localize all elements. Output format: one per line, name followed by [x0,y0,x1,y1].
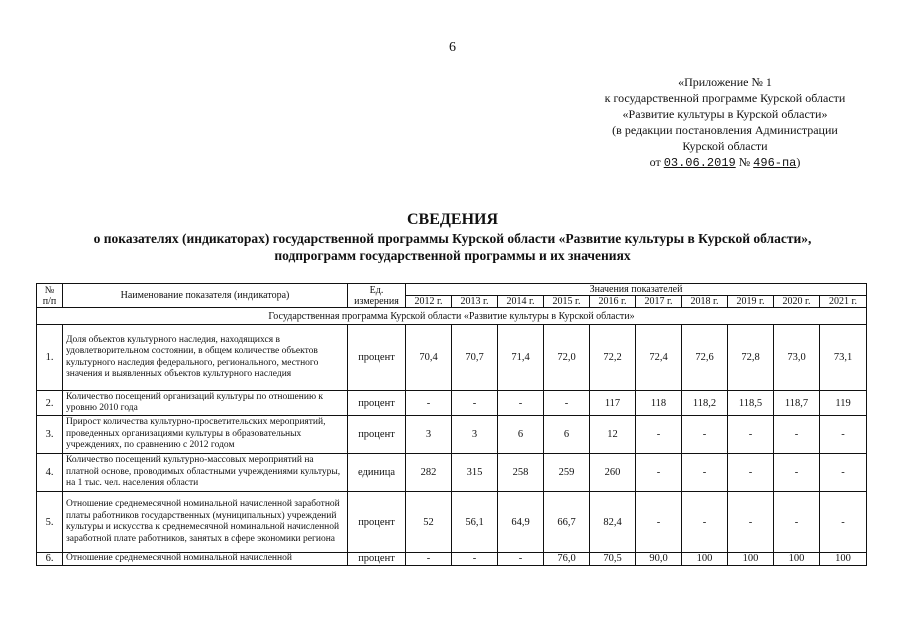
row-value: 3 [406,416,452,454]
row-value: 118,2 [682,391,728,416]
row-value: 12 [590,416,636,454]
header-year: 2021 г. [820,296,867,308]
decree-date: 03.06.2019 [663,156,736,170]
row-value: 82,4 [590,492,636,553]
row-unit: единица [348,454,406,492]
row-value: - [820,416,867,454]
row-value: 258 [498,454,544,492]
table-row [37,454,867,492]
row-value: - [406,553,452,566]
header-year: 2020 г. [774,296,820,308]
closing-paren: ) [796,155,801,169]
row-value: - [820,454,867,492]
row-value: 282 [406,454,452,492]
row-indicator-name: Доля объектов культурного наследия, находящихся в удовлетворительном состоянии, в общем количестве объектов культурного наследия федерального, регионального, местного значения и выявленных объектов культурного наследия [63,325,348,391]
header-year: 2016 г. [590,296,636,308]
row-indicator-name: Количество посещений организаций культуры по отношению к уровню 2010 года [63,391,348,416]
row-indicator-name: Отношение среднемесячной номинальной начисленной [63,553,348,566]
row-value: - [728,492,774,553]
header-year: 2013 г. [452,296,498,308]
row-value: - [636,492,682,553]
appendix-line-3: «Развитие культуры в Курской области» [622,107,828,121]
row-unit: процент [348,416,406,454]
row-value: 118,7 [774,391,820,416]
header-year: 2015 г. [544,296,590,308]
row-value: 73,1 [820,325,867,391]
header-year: 2017 г. [636,296,682,308]
row-value: - [682,454,728,492]
row-value: 72,4 [636,325,682,391]
header-year: 2018 г. [682,296,728,308]
row-unit: процент [348,492,406,553]
row-value: 72,2 [590,325,636,391]
row-value: 72,8 [728,325,774,391]
row-value: 66,7 [544,492,590,553]
row-value: 119 [820,391,867,416]
row-unit: процент [348,325,406,391]
row-indicator-name: Отношение среднемесячной номинальной начисленной заработной платы работников государственных (муниципальных) учреждений культуры и искусства к среднемесячной номинальной начисленной заработной плате работников, занятых в сфере экономики региона [63,492,348,553]
row-number: 1. [37,325,63,391]
row-value: - [498,391,544,416]
row-value: - [544,391,590,416]
row-value: 100 [682,553,728,566]
row-value: 118 [636,391,682,416]
row-value: 73,0 [774,325,820,391]
row-value: - [452,553,498,566]
header-num: № п/п [37,284,63,308]
header-year: 2012 г. [406,296,452,308]
section-row: Государственная программа Курской области «Развитие культуры в Курской области» [37,308,867,325]
row-value: - [406,391,452,416]
row-value: - [774,454,820,492]
appendix-line-4: (в редакции постановления Администрации [612,123,838,137]
row-value: 72,0 [544,325,590,391]
appendix-line-5: Курской области [682,139,768,153]
table-row [37,391,867,416]
page-number: 6 [449,40,456,55]
row-value: 6 [544,416,590,454]
appendix-line-2: к государственной программе Курской области [604,91,846,105]
row-value: 72,6 [682,325,728,391]
row-value: 70,7 [452,325,498,391]
row-value: 6 [498,416,544,454]
row-value: 76,0 [544,553,590,566]
row-value: - [774,492,820,553]
row-value: 64,9 [498,492,544,553]
row-value: - [498,553,544,566]
row-value: - [682,492,728,553]
row-value: 117 [590,391,636,416]
row-value: 71,4 [498,325,544,391]
row-value: 100 [774,553,820,566]
heading-subtitle-1: о показателях (индикаторах) государственной программы Курской области «Развитие культуры в Курской области», [93,231,812,246]
row-value: - [728,454,774,492]
row-value: - [728,416,774,454]
table-row [37,553,867,566]
appendix-date-line [560,154,890,171]
heading-subtitle-2: подпрограмм государственной программы и их значениях [274,248,631,263]
indicators-table [36,283,867,566]
row-value: - [452,391,498,416]
row-number: 4. [37,454,63,492]
document-heading [0,210,905,264]
row-value: 3 [452,416,498,454]
row-value: 90,0 [636,553,682,566]
row-unit: процент [348,391,406,416]
table-row [37,492,867,553]
heading-title: СВЕДЕНИЯ [406,211,499,228]
row-indicator-name: Прирост количества культурно-просветительских мероприятий, проведенных организациями культуры в образовательных учреждениях, по сравнению с 2012 годом [63,416,348,454]
row-indicator-name: Количество посещений культурно-массовых мероприятий на платной основе, проводимых областными учреждениями культуры, на 1 тыс. чел. населения области [63,454,348,492]
row-value: 100 [820,553,867,566]
row-value: 315 [452,454,498,492]
appendix-line-1: «Приложение № 1 [678,75,772,89]
row-value: 118,5 [728,391,774,416]
header-name: Наименование показателя (индикатора) [63,284,348,308]
row-value: - [636,454,682,492]
row-value: 70,4 [406,325,452,391]
row-value: - [820,492,867,553]
table-row [37,325,867,391]
row-number: 6. [37,553,63,566]
row-value: 70,5 [590,553,636,566]
header-values: Значения показателей [406,284,867,296]
decree-number: 496-па [753,156,797,170]
row-unit: процент [348,553,406,566]
table-row [37,416,867,454]
row-number: 5. [37,492,63,553]
row-number: 2. [37,391,63,416]
header-unit: Ед. измерения [348,284,406,308]
row-value: - [682,416,728,454]
row-value: 100 [728,553,774,566]
row-value: - [636,416,682,454]
date-prefix: от [649,155,661,169]
row-value: 56,1 [452,492,498,553]
row-value: 52 [406,492,452,553]
number-prefix: № [738,155,751,169]
row-value: - [774,416,820,454]
row-value: 260 [590,454,636,492]
header-year: 2019 г. [728,296,774,308]
appendix-block [560,74,890,171]
header-year: 2014 г. [498,296,544,308]
row-value: 259 [544,454,590,492]
row-number: 3. [37,416,63,454]
